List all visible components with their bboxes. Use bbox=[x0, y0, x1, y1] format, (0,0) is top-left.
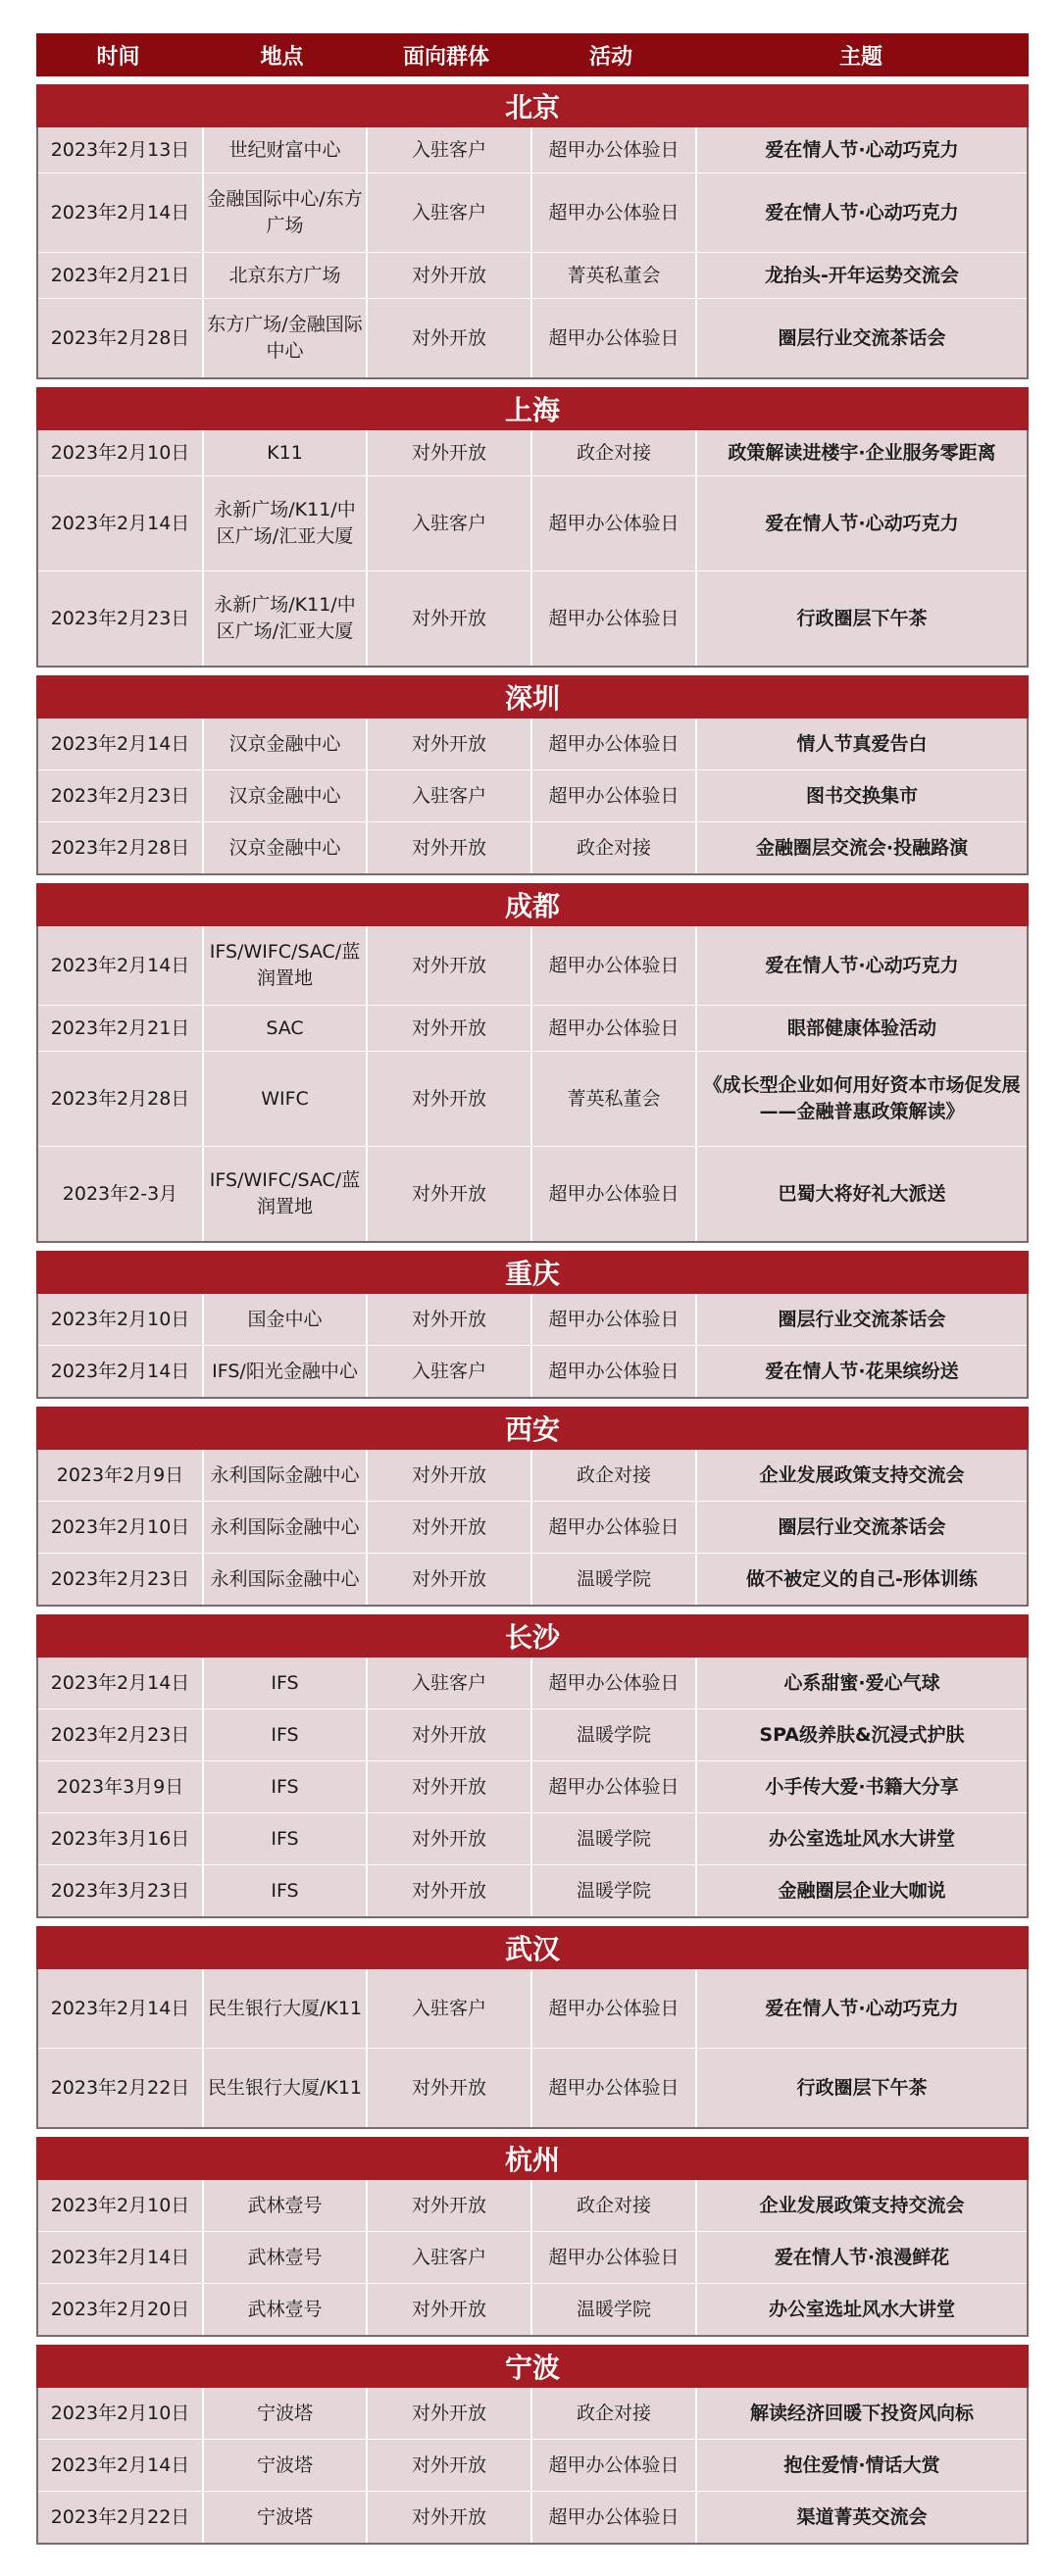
city-rows bbox=[36, 1969, 1029, 2129]
cell-date: 2023年2月21日 bbox=[50, 1016, 190, 1039]
cell-place: 永新广场/K11/中区广场/汇亚大厦 bbox=[202, 476, 366, 570]
cell-place: IFS bbox=[202, 1658, 366, 1709]
cell-audience: 对外开放 bbox=[366, 1147, 530, 1241]
city-section bbox=[36, 1251, 1029, 1399]
cell-activity: 政企对接 bbox=[530, 1450, 695, 1501]
table-row bbox=[38, 1450, 1027, 1501]
cell-date: 2023年2月10日 bbox=[50, 1515, 190, 1538]
table-row bbox=[38, 2180, 1027, 2231]
cell-place: 武林壹号 bbox=[202, 2284, 366, 2335]
cell-audience: 对外开放 bbox=[366, 1554, 530, 1605]
table-row bbox=[38, 1864, 1027, 1916]
city-sections bbox=[36, 84, 1029, 2545]
cell-place: 北京东方广场 bbox=[202, 253, 366, 298]
cell-theme: 办公室选址风水大讲堂 bbox=[695, 1813, 1027, 1864]
table-row bbox=[38, 475, 1027, 570]
cell-audience: 入驻客户 bbox=[366, 127, 530, 173]
cell-place: 武林壹号 bbox=[202, 2232, 366, 2283]
cell-audience: 对外开放 bbox=[366, 571, 530, 666]
city-rows bbox=[36, 2388, 1029, 2545]
table-row bbox=[38, 1760, 1027, 1812]
cell-audience: 对外开放 bbox=[366, 2284, 530, 2335]
table-row bbox=[38, 2283, 1027, 2335]
city-rows bbox=[36, 718, 1029, 875]
table-row bbox=[38, 173, 1027, 252]
city-section bbox=[36, 675, 1029, 875]
cell-activity: 超甲办公体验日 bbox=[530, 173, 695, 252]
table-row bbox=[38, 1051, 1027, 1146]
cell-place: 宁波塔 bbox=[202, 2388, 366, 2439]
table-row bbox=[38, 1146, 1027, 1241]
table-row bbox=[38, 127, 1027, 173]
cell-audience: 入驻客户 bbox=[366, 1969, 530, 2048]
cell-audience: 对外开放 bbox=[366, 1450, 530, 1501]
cell-theme: 渠道菁英交流会 bbox=[695, 2492, 1027, 2543]
cell-place: 金融国际中心/东方广场 bbox=[202, 173, 366, 252]
cell-audience: 对外开放 bbox=[366, 822, 530, 873]
cell-place: WIFC bbox=[202, 1052, 366, 1146]
cell-theme: 企业发展政策支持交流会 bbox=[695, 2180, 1027, 2231]
cell-activity: 超甲办公体验日 bbox=[530, 2492, 695, 2543]
cell-place: IFS bbox=[202, 1865, 366, 1916]
cell-activity: 超甲办公体验日 bbox=[530, 1006, 695, 1051]
cell-activity: 超甲办公体验日 bbox=[530, 1658, 695, 1709]
city-section bbox=[36, 387, 1029, 668]
cell-place: 永利国际金融中心 bbox=[202, 1502, 366, 1553]
cell-theme: 爱在情人节·心动巧克力 bbox=[695, 476, 1027, 570]
table-row bbox=[38, 1501, 1027, 1553]
cell-activity: 政企对接 bbox=[530, 822, 695, 873]
city-rows bbox=[36, 1450, 1029, 1607]
cell-date: 2023年2月14日 bbox=[50, 954, 190, 976]
cell-date: 2023年2月23日 bbox=[50, 784, 190, 807]
cell-audience: 对外开放 bbox=[366, 430, 530, 475]
cell-date: 2023年2月13日 bbox=[50, 138, 190, 161]
header-audience: 面向群体 bbox=[402, 44, 489, 70]
cell-date: 2023年2月23日 bbox=[50, 1723, 190, 1746]
cell-audience: 对外开放 bbox=[366, 2180, 530, 2231]
city-title: 重庆 bbox=[36, 1251, 1029, 1294]
cell-theme: 金融圈层交流会·投融路演 bbox=[695, 822, 1027, 873]
table-row bbox=[38, 430, 1027, 475]
cell-date: 2023年2月14日 bbox=[50, 1671, 190, 1694]
city-rows bbox=[36, 1294, 1029, 1399]
cell-theme: 圈层行业交流茶话会 bbox=[695, 1502, 1027, 1553]
table-row bbox=[38, 769, 1027, 821]
cell-theme: 行政圈层下午茶 bbox=[695, 2049, 1027, 2127]
cell-place: 汉京金融中心 bbox=[202, 770, 366, 821]
cell-audience: 对外开放 bbox=[366, 2492, 530, 2543]
cell-place: 汉京金融中心 bbox=[202, 718, 366, 769]
cell-activity: 超甲办公体验日 bbox=[530, 299, 695, 377]
cell-date: 2023年2月10日 bbox=[50, 2194, 190, 2216]
cell-activity: 超甲办公体验日 bbox=[530, 476, 695, 570]
cell-audience: 对外开放 bbox=[366, 1052, 530, 1146]
cell-activity: 超甲办公体验日 bbox=[530, 718, 695, 769]
cell-date: 2023年3月23日 bbox=[50, 1879, 190, 1902]
cell-place: 东方广场/金融国际中心 bbox=[202, 299, 366, 377]
cell-date: 2023年2月22日 bbox=[50, 2505, 190, 2528]
schedule-table bbox=[36, 33, 1029, 2545]
cell-date: 2023年2月9日 bbox=[56, 1463, 184, 1486]
cell-date: 2023年2月14日 bbox=[50, 512, 190, 534]
cell-theme: 眼部健康体验活动 bbox=[695, 1006, 1027, 1051]
cell-place: 民生银行大厦/K11 bbox=[202, 1969, 366, 2048]
cell-date: 2023年2-3月 bbox=[62, 1182, 178, 1205]
table-row bbox=[38, 2491, 1027, 2543]
city-title: 杭州 bbox=[36, 2137, 1029, 2180]
cell-date: 2023年3月9日 bbox=[56, 1775, 184, 1798]
city-title: 成都 bbox=[36, 883, 1029, 926]
cell-date: 2023年2月20日 bbox=[50, 2298, 190, 2320]
cell-audience: 入驻客户 bbox=[366, 1346, 530, 1397]
city-rows bbox=[36, 926, 1029, 1243]
cell-audience: 对外开放 bbox=[366, 253, 530, 298]
table-row bbox=[38, 1658, 1027, 1709]
header-activity: 活动 bbox=[588, 44, 632, 70]
table-row bbox=[38, 1553, 1027, 1605]
cell-place: IFS/WIFC/SAC/蓝润置地 bbox=[202, 1147, 366, 1241]
cell-activity: 超甲办公体验日 bbox=[530, 926, 695, 1005]
cell-place: 宁波塔 bbox=[202, 2492, 366, 2543]
cell-activity: 超甲办公体验日 bbox=[530, 2440, 695, 2491]
cell-theme: 《成长型企业如何用好资本市场促发展——金融普惠政策解读》 bbox=[695, 1052, 1027, 1146]
cell-date: 2023年2月14日 bbox=[50, 1360, 190, 1382]
city-section bbox=[36, 2137, 1029, 2337]
table-row bbox=[38, 926, 1027, 1005]
table-row bbox=[38, 252, 1027, 298]
cell-theme: 情人节真爱告白 bbox=[695, 718, 1027, 769]
cell-place: IFS bbox=[202, 1709, 366, 1760]
cell-theme: 解读经济回暖下投资风向标 bbox=[695, 2388, 1027, 2439]
city-title: 北京 bbox=[36, 84, 1029, 127]
cell-activity: 超甲办公体验日 bbox=[530, 1346, 695, 1397]
cell-activity: 超甲办公体验日 bbox=[530, 1147, 695, 1241]
cell-activity: 政企对接 bbox=[530, 2388, 695, 2439]
city-title: 深圳 bbox=[36, 675, 1029, 718]
cell-activity: 菁英私董会 bbox=[530, 1052, 695, 1146]
cell-date: 2023年2月14日 bbox=[50, 732, 190, 755]
cell-theme: 办公室选址风水大讲堂 bbox=[695, 2284, 1027, 2335]
cell-date: 2023年2月14日 bbox=[50, 201, 190, 223]
table-header bbox=[36, 33, 1029, 76]
cell-place: 世纪财富中心 bbox=[202, 127, 366, 173]
cell-date: 2023年2月22日 bbox=[50, 2076, 190, 2099]
cell-activity: 超甲办公体验日 bbox=[530, 2232, 695, 2283]
cell-audience: 对外开放 bbox=[366, 1813, 530, 1864]
cell-theme: SPA级养肤&沉浸式护肤 bbox=[695, 1709, 1027, 1760]
table-row bbox=[38, 1812, 1027, 1864]
cell-audience: 对外开放 bbox=[366, 2388, 530, 2439]
city-section bbox=[36, 84, 1029, 379]
cell-place: 武林壹号 bbox=[202, 2180, 366, 2231]
cell-audience: 对外开放 bbox=[366, 2440, 530, 2491]
cell-date: 2023年2月14日 bbox=[50, 2453, 190, 2476]
cell-activity: 超甲办公体验日 bbox=[530, 2049, 695, 2127]
cell-audience: 入驻客户 bbox=[366, 770, 530, 821]
cell-theme: 圈层行业交流茶话会 bbox=[695, 1294, 1027, 1345]
city-rows bbox=[36, 1658, 1029, 1918]
cell-audience: 入驻客户 bbox=[366, 476, 530, 570]
cell-date: 2023年2月23日 bbox=[50, 1567, 190, 1590]
cell-date: 2023年3月16日 bbox=[50, 1827, 190, 1850]
city-section bbox=[36, 883, 1029, 1243]
city-rows bbox=[36, 127, 1029, 379]
cell-place: 永新广场/K11/中区广场/汇亚大厦 bbox=[202, 571, 366, 666]
cell-activity: 政企对接 bbox=[530, 2180, 695, 2231]
cell-theme: 爱在情人节·浪漫鲜花 bbox=[695, 2232, 1027, 2283]
table-row bbox=[38, 718, 1027, 769]
cell-audience: 对外开放 bbox=[366, 926, 530, 1005]
header-place: 地点 bbox=[260, 44, 304, 70]
cell-date: 2023年2月28日 bbox=[50, 1087, 190, 1110]
cell-activity: 超甲办公体验日 bbox=[530, 127, 695, 173]
cell-date: 2023年2月28日 bbox=[50, 326, 190, 349]
cell-place: SAC bbox=[202, 1006, 366, 1051]
cell-theme: 行政圈层下午茶 bbox=[695, 571, 1027, 666]
city-title: 上海 bbox=[36, 387, 1029, 430]
cell-place: 民生银行大厦/K11 bbox=[202, 2049, 366, 2127]
cell-theme: 爱在情人节·心动巧克力 bbox=[695, 926, 1027, 1005]
cell-place: 国金中心 bbox=[202, 1294, 366, 1345]
city-section bbox=[36, 1926, 1029, 2129]
city-rows bbox=[36, 2180, 1029, 2337]
cell-date: 2023年2月21日 bbox=[50, 264, 190, 286]
table-row bbox=[38, 1709, 1027, 1760]
cell-audience: 对外开放 bbox=[366, 1709, 530, 1760]
cell-activity: 超甲办公体验日 bbox=[530, 1502, 695, 1553]
cell-activity: 政企对接 bbox=[530, 430, 695, 475]
cell-activity: 温暖学院 bbox=[530, 1554, 695, 1605]
cell-theme: 龙抬头-开年运势交流会 bbox=[695, 253, 1027, 298]
cell-theme: 政策解读进楼宇·企业服务零距离 bbox=[695, 430, 1027, 475]
cell-place: IFS/阳光金融中心 bbox=[202, 1346, 366, 1397]
cell-place: 汉京金融中心 bbox=[202, 822, 366, 873]
cell-theme: 巴蜀大将好礼大派送 bbox=[695, 1147, 1027, 1241]
cell-theme: 金融圈层企业大咖说 bbox=[695, 1865, 1027, 1916]
cell-activity: 温暖学院 bbox=[530, 1865, 695, 1916]
cell-date: 2023年2月14日 bbox=[50, 1997, 190, 2019]
table-row bbox=[38, 2231, 1027, 2283]
cell-date: 2023年2月14日 bbox=[50, 2246, 190, 2268]
cell-date: 2023年2月10日 bbox=[50, 441, 190, 464]
table-row bbox=[38, 2439, 1027, 2491]
cell-theme: 爱在情人节·心动巧克力 bbox=[695, 1969, 1027, 2048]
cell-activity: 超甲办公体验日 bbox=[530, 1761, 695, 1812]
cell-theme: 心系甜蜜·爱心气球 bbox=[695, 1658, 1027, 1709]
cell-audience: 对外开放 bbox=[366, 2049, 530, 2127]
cell-place: 永利国际金融中心 bbox=[202, 1554, 366, 1605]
cell-audience: 对外开放 bbox=[366, 1006, 530, 1051]
city-section bbox=[36, 1614, 1029, 1918]
header-date: 时间 bbox=[96, 44, 140, 70]
cell-activity: 菁英私董会 bbox=[530, 253, 695, 298]
cell-audience: 入驻客户 bbox=[366, 2232, 530, 2283]
table-row bbox=[38, 570, 1027, 666]
cell-place: K11 bbox=[202, 430, 366, 475]
cell-activity: 超甲办公体验日 bbox=[530, 1294, 695, 1345]
cell-theme: 圈层行业交流茶话会 bbox=[695, 299, 1027, 377]
cell-place: IFS bbox=[202, 1761, 366, 1812]
cell-activity: 温暖学院 bbox=[530, 2284, 695, 2335]
cell-audience: 对外开放 bbox=[366, 1865, 530, 1916]
city-title: 西安 bbox=[36, 1407, 1029, 1450]
cell-theme: 企业发展政策支持交流会 bbox=[695, 1450, 1027, 1501]
city-section bbox=[36, 2345, 1029, 2545]
cell-activity: 温暖学院 bbox=[530, 1709, 695, 1760]
cell-audience: 对外开放 bbox=[366, 1294, 530, 1345]
cell-activity: 超甲办公体验日 bbox=[530, 1969, 695, 2048]
cell-date: 2023年2月10日 bbox=[50, 2402, 190, 2424]
table-row bbox=[38, 1294, 1027, 1345]
city-title: 武汉 bbox=[36, 1926, 1029, 1969]
table-row bbox=[38, 1005, 1027, 1051]
cell-date: 2023年2月10日 bbox=[50, 1308, 190, 1330]
cell-activity: 超甲办公体验日 bbox=[530, 571, 695, 666]
cell-audience: 对外开放 bbox=[366, 299, 530, 377]
cell-date: 2023年2月28日 bbox=[50, 836, 190, 859]
cell-theme: 小手传大爱·书籍大分享 bbox=[695, 1761, 1027, 1812]
cell-audience: 入驻客户 bbox=[366, 173, 530, 252]
table-row bbox=[38, 298, 1027, 377]
cell-place: IFS bbox=[202, 1813, 366, 1864]
cell-theme: 爱在情人节·花果缤纷送 bbox=[695, 1346, 1027, 1397]
city-rows bbox=[36, 430, 1029, 668]
cell-audience: 入驻客户 bbox=[366, 1658, 530, 1709]
cell-theme: 图书交换集市 bbox=[695, 770, 1027, 821]
table-row bbox=[38, 1345, 1027, 1397]
table-row bbox=[38, 2048, 1027, 2127]
cell-audience: 对外开放 bbox=[366, 1761, 530, 1812]
header-theme: 主题 bbox=[838, 44, 882, 70]
table-row bbox=[38, 821, 1027, 873]
cell-place: 永利国际金融中心 bbox=[202, 1450, 366, 1501]
cell-theme: 爱在情人节·心动巧克力 bbox=[695, 127, 1027, 173]
table-row bbox=[38, 1969, 1027, 2048]
cell-place: 宁波塔 bbox=[202, 2440, 366, 2491]
cell-theme: 爱在情人节·心动巧克力 bbox=[695, 173, 1027, 252]
city-title: 宁波 bbox=[36, 2345, 1029, 2388]
cell-audience: 对外开放 bbox=[366, 1502, 530, 1553]
cell-date: 2023年2月23日 bbox=[50, 607, 190, 629]
cell-audience: 对外开放 bbox=[366, 718, 530, 769]
cell-place: IFS/WIFC/SAC/蓝润置地 bbox=[202, 926, 366, 1005]
table-row bbox=[38, 2388, 1027, 2439]
cell-activity: 超甲办公体验日 bbox=[530, 770, 695, 821]
cell-activity: 温暖学院 bbox=[530, 1813, 695, 1864]
cell-theme: 抱住爱情·情话大赏 bbox=[695, 2440, 1027, 2491]
city-section bbox=[36, 1407, 1029, 1607]
cell-theme: 做不被定义的自己-形体训练 bbox=[695, 1554, 1027, 1605]
city-title: 长沙 bbox=[36, 1614, 1029, 1658]
